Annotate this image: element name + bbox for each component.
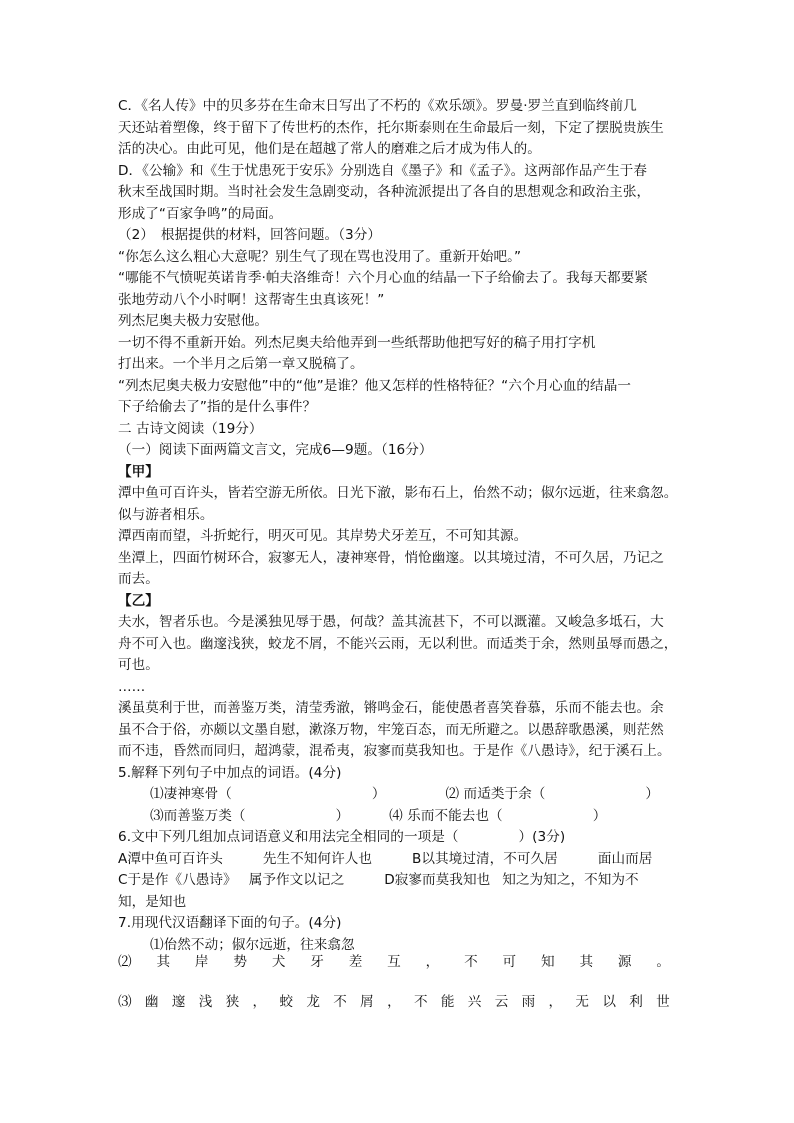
sentence-number: ⑵ [118, 954, 132, 970]
document-page [118, 96, 678, 956]
sentence-char: 邃 [171, 994, 186, 1010]
sentence-char: 雨 [521, 994, 536, 1010]
question-5-row-2: ⑶而善鉴万类（ ） ⑷ 乐而不能去也（ ） [150, 807, 607, 824]
sentence-char: ， [252, 994, 267, 1010]
text-line: 秋末至战国时期。当时社会发生急剧变动，各种流派提出了各自的思想观念和政治主张， [118, 184, 651, 200]
sentence-char: 其 [579, 954, 594, 970]
section-heading: 二 古诗文阅读（19分） [118, 420, 263, 437]
passage-label-jia: 【甲】 [118, 463, 159, 480]
sentence-char: 狭 [225, 994, 240, 1010]
text-line: 潭中鱼可百许头，皆若空游无所依。日光下澈，影布石上，佁然不动；俶尔远逝，往来翕忽。 [118, 485, 678, 501]
text-line: 下子给偷去了”指的是什么事件？ [118, 399, 317, 415]
option-c: C于是作《八愚诗》 [118, 872, 237, 888]
option-b: B以其境过清，不可久居 [412, 850, 558, 867]
text-line: 天还站着塑像，终于留下了传世朽的杰作，托尔斯泰则在生命最后一刻，下定了摆脱贵族生 [118, 119, 664, 136]
text-line: 张地劳动八个小时啊！这帮寄生虫真该死！” [118, 291, 385, 308]
sentence-char: 不 [333, 994, 347, 1010]
sentence-char: 以 [602, 994, 616, 1010]
sentence-char: 差 [348, 954, 363, 970]
sentence-char: 利 [629, 994, 643, 1010]
sentence-char: 犬 [271, 954, 286, 970]
sentence-char: 无 [575, 994, 589, 1010]
sentence-char: ， [387, 994, 401, 1010]
text-line: “列杰尼奥夫极力安慰他”中的“他”是谁？他又怎样的性格特征？“六个月心血的结晶一 [118, 377, 631, 394]
question-6-options-cd: C于是作《八愚诗》 属予作文以记之 D寂寥而莫我知也 知之为知之，不知为不 [118, 872, 639, 888]
sentence-char: 兴 [467, 994, 482, 1010]
text-line: D．《公输》和《生于忧患死于安乐》分别选自《墨子》和《孟子》。这两部作品产生于春 [118, 162, 648, 179]
text-line: 舟不可入也。幽邃浅狭，蛟龙不屑，不能兴云雨，无以利世。而适类于余，然则虽辱而愚之， [118, 635, 678, 652]
sentence-char: 。 [656, 954, 670, 970]
text-line: 一切不得不重新开始。列杰尼奥夫给他弄到一些纸帮助他把写好的稿子用打字机 [118, 334, 596, 351]
text-line: 坐潭上，四面竹树环合，寂寥无人，凄神寒骨，悄怆幽邃。以其境过清，不可久居，乃记之 [118, 549, 664, 566]
q5-item-a: ⑴凄神寒骨（ [150, 786, 232, 802]
passage-label-yi: 【乙】 [118, 592, 159, 609]
sentence-char: ， [425, 954, 440, 970]
section-subheading: （一）阅读下面两篇文言文，完成6—9题。（16分） [118, 442, 433, 458]
text-line: 活的决心。由此可见，他们是在超越了常人的磨难之后才成为伟人的。 [118, 141, 541, 157]
sentence-char: 世 [656, 994, 670, 1010]
sentence-number: ⑶ [118, 994, 132, 1010]
question-5-stem: 5.解释下列句子中加点的词语。(4分) [118, 764, 342, 781]
text-line: C．《名人传》中的贝多芬在生命末日写出了不朽的《欢乐颂》。罗曼·罗兰直到临终前几 [118, 98, 637, 114]
sentence-char: 其 [156, 954, 171, 970]
sentence-char: 浅 [198, 994, 213, 1010]
question-6-options-ab: A潭中鱼可百许头 先生不知何许人也 B以其境过清，不可久居 面山而居 [118, 850, 653, 867]
text-line: 而去。 [118, 571, 159, 587]
option-a: A潭中鱼可百许头 [118, 850, 223, 867]
sentence-char: 势 [233, 954, 247, 970]
q5-item-b: ⑵ 而适类于余（ [445, 786, 546, 802]
text-line: 似与游者相乐。 [118, 506, 214, 523]
sentence-char: 屑 [360, 994, 374, 1010]
q5-item-c: ⑶而善鉴万类（ [150, 807, 246, 824]
text-line: “你怎么这么粗心大意呢？别生气了现在骂也没用了。重新开始吧。” [118, 248, 522, 265]
sentence-char: 牙 [310, 954, 324, 970]
text-line: 而不违，昏然而同归，超鸿蒙，混希夷，寂寥而莫我知也。于是作《八愚诗》，纪于溪石上。 [118, 743, 671, 759]
sentence-char: 云 [494, 994, 509, 1010]
sentence-char: 不 [413, 994, 428, 1010]
sentence-char: 可 [502, 954, 517, 970]
question-6-options-cont: 知，是知也 [118, 893, 187, 910]
text-line: 夫水，智者乐也。今是溪独见辱于愚，何哉？盖其流甚下，不可以溉灌。又峻急多坻石，大 [118, 614, 664, 630]
sentence-char: 互 [387, 954, 401, 970]
question-7-sentence-1: ⑴佁然不动；俶尔远逝，往来翕忽 [150, 936, 355, 953]
text-line: 可也。 [118, 657, 159, 673]
question-7-stem: 7.用现代汉语翻译下面的句子。(4分) [118, 915, 342, 931]
sentence-char: 蛟 [279, 994, 294, 1010]
text-line: “哪能不气愤呢英诺肯季·帕夫洛维奇！六个月心血的结晶一下子给偷去了。我每天都要紧 [118, 270, 648, 286]
question-7-sentence-3 [118, 990, 670, 1010]
text-line: 列杰尼奥夫极力安慰他。 [118, 313, 269, 329]
sentence-char: 幽 [144, 994, 159, 1010]
q5-item-d: ⑷ 乐而不能去也（ [389, 807, 503, 824]
text-line: 溪虽莫利于世，而善鉴万类，清莹秀澈，锵鸣金石，能使愚者喜笑眷慕，乐而不能去也。余 [118, 700, 664, 716]
text-line: 形成了“百家争鸣”的局面。 [118, 205, 283, 222]
sentence-char: 岸 [194, 954, 209, 970]
sentence-char: ， [548, 994, 563, 1010]
question-heading: （2） 根据提供的材料，回答问题。（3分） [118, 227, 382, 243]
option-d: D寂寥而莫我知也 [384, 872, 491, 888]
sentence-char: 能 [440, 994, 455, 1010]
sentence-char: 不 [464, 954, 478, 970]
text-line: 打出来。一个半月之后第一章又脱稿了。 [118, 356, 364, 372]
text-line: 虽不合于俗，亦颇以文墨自慰，漱涤万物，牢笼百态，而无所避之。以愚辞歌愚溪，则茫然 [118, 721, 664, 738]
question-7-sentence-2 [118, 950, 670, 970]
question-6-stem: 6.文中下列几组加点词语意义和用法完全相同的一项是（ ）(3分) [118, 829, 566, 845]
question-5-row-1: ⑴凄神寒骨（ ） ⑵ 而适类于余（ ） [150, 786, 660, 802]
ellipsis: …… [118, 678, 146, 695]
sentence-char: 龙 [306, 994, 320, 1010]
sentence-char: 源 [617, 954, 632, 970]
sentence-char: 知 [540, 954, 555, 970]
text-line: 潭西南而望，斗折蛇行，明灭可见。其岸势犬牙差互，不可知其源。 [118, 528, 528, 544]
